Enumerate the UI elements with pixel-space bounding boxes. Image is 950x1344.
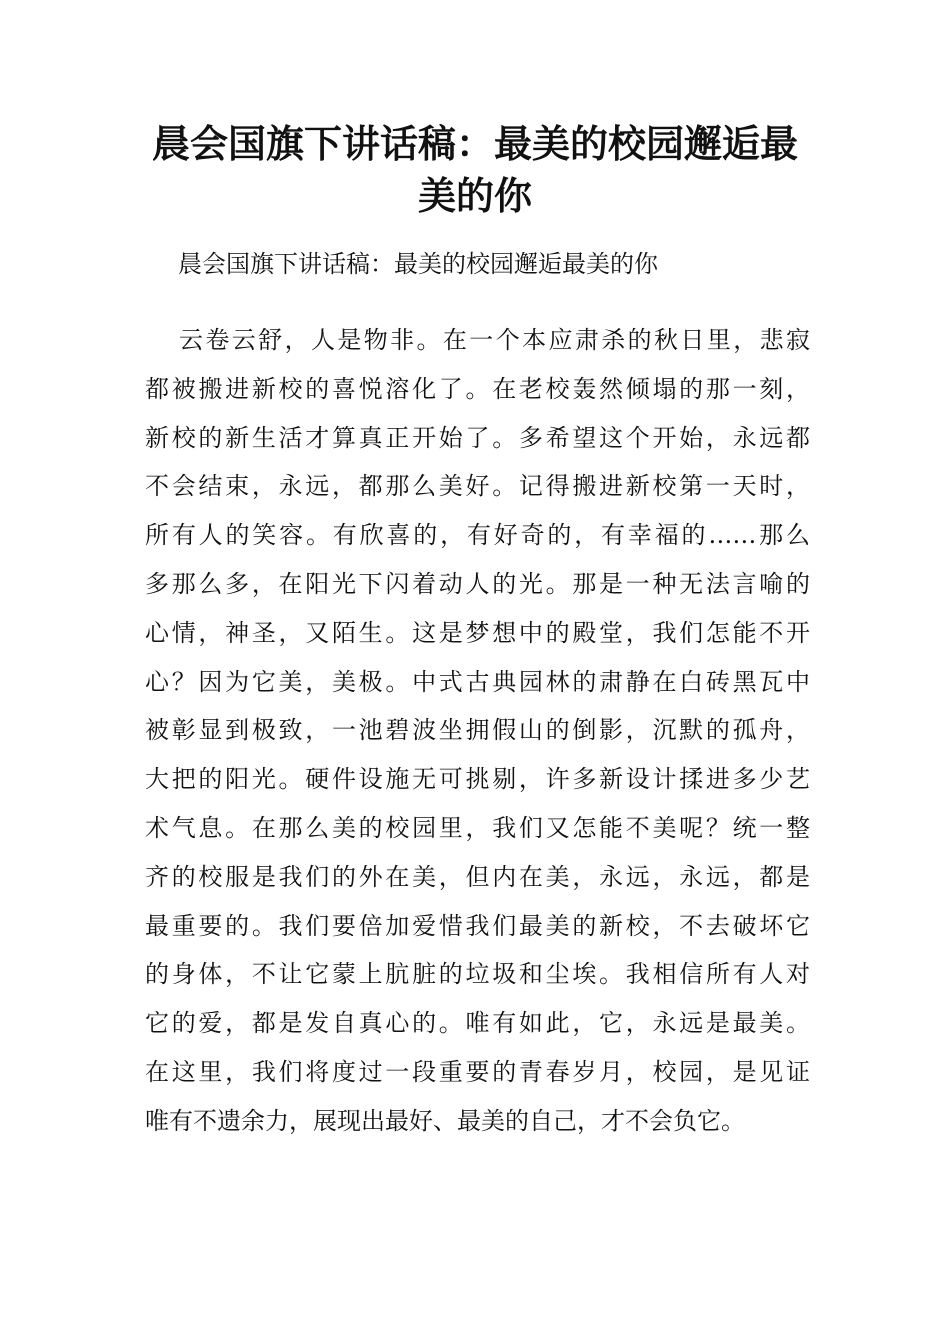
document-body <box>145 316 810 1146</box>
body-line: 新校的新生活才算真正开始了。多希望这个开始，永远都 <box>145 423 810 452</box>
document-subtitle: 晨会国旗下讲话稿：最美的校园邂逅最美的你 <box>178 250 658 278</box>
body-line: 心？因为它美，美极。中式古典园林的肃静在白砖黑瓦中 <box>145 667 810 696</box>
body-line: 在这里，我们将度过一段重要的青春岁月，校园，是见证 <box>145 1057 810 1086</box>
body-line: 它的爱，都是发自真心的。唯有如此，它，永远是最美。 <box>145 1009 810 1038</box>
body-line: 多那么多，在阳光下闪着动人的光。那是一种无法言喻的 <box>145 569 810 598</box>
body-line: 唯有不遗余力，展现出最好、最美的自己，才不会负它。 <box>145 1106 745 1135</box>
body-line: 心情，神圣，又陌生。这是梦想中的殿堂，我们怎能不开 <box>145 618 810 647</box>
body-line: 所有人的笑容。有欣喜的，有好奇的，有幸福的……那么 <box>145 521 810 550</box>
body-line: 最重要的。我们要倍加爱惜我们最美的新校，不去破坏它 <box>145 911 810 940</box>
body-line: 齐的校服是我们的外在美，但内在美，永远，永远，都是 <box>145 862 810 891</box>
body-line: 被彰显到极致，一池碧波坐拥假山的倒影，沉默的孤舟， <box>145 716 810 745</box>
body-line: 术气息。在那么美的校园里，我们又怎能不美呢？统一整 <box>145 813 810 842</box>
body-line: 不会结束，永远，都那么美好。记得搬进新校第一天时， <box>145 472 810 501</box>
body-line: 云卷云舒，人是物非。在一个本应肃杀的秋日里，悲寂 <box>179 326 810 354</box>
document-title: 晨会国旗下讲话稿：最美的校园邂逅最美的你 <box>151 121 798 218</box>
body-line: 都被搬进新校的喜悦溶化了。在老校轰然倾塌的那一刻， <box>145 374 810 403</box>
body-line: 大把的阳光。硬件设施无可挑剔，许多新设计揉进多少艺 <box>145 765 810 794</box>
body-line: 的身体，不让它蒙上肮脏的垃圾和尘埃。我相信所有人对 <box>145 960 810 989</box>
